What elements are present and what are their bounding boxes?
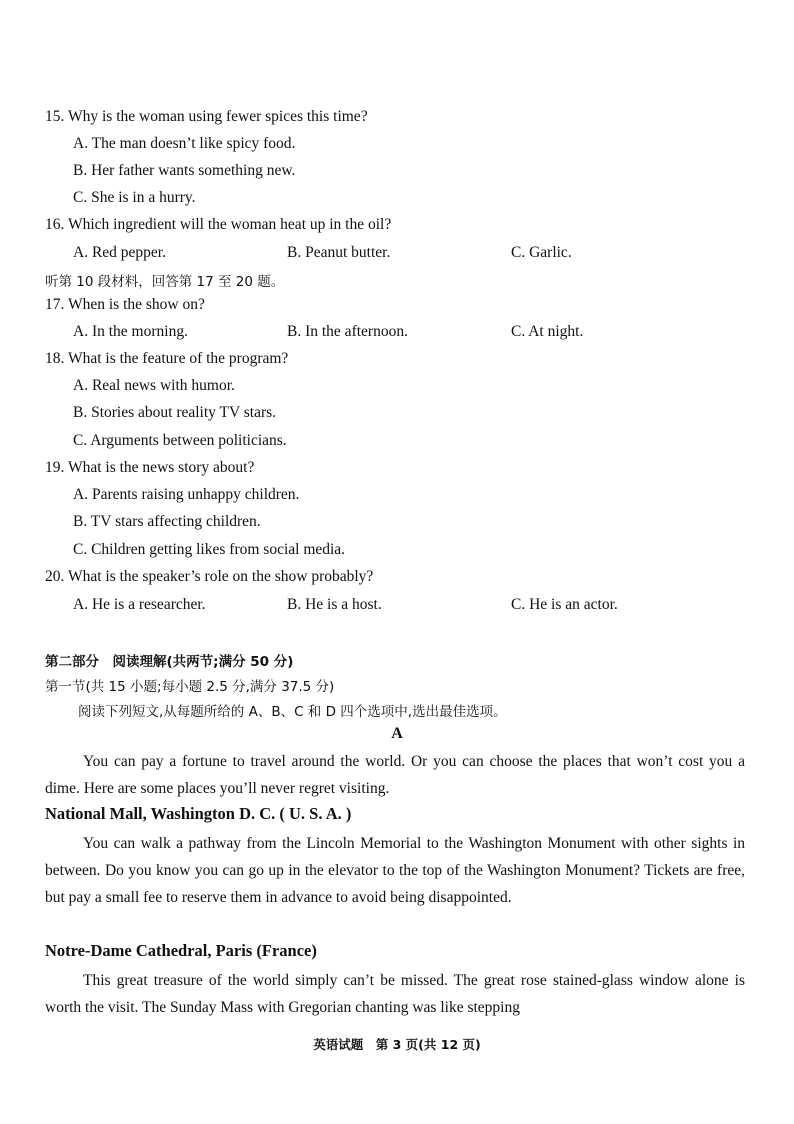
passage-heading-national-mall: National Mall, Washington D. C. ( U. S. A. ) — [45, 804, 352, 823]
question-20-stem: 20. What is the speaker’s role on the show probably? — [45, 568, 374, 585]
reading-part-title: 第二部分 阅读理解(共两节;满分 50 分) — [45, 654, 294, 670]
question-15-option-c: C. She is in a hurry. — [73, 189, 196, 206]
question-18-option-a: A. Real news with humor. — [73, 377, 235, 394]
question-17-option-c: C. At night. — [511, 323, 584, 340]
passage-paragraph-notre-dame — [45, 967, 745, 1021]
page-footer: 英语试题 第 3 页(共 12 页) — [313, 1037, 481, 1052]
passage-paragraph-national-mall — [45, 830, 745, 912]
question-15-stem: 15. Why is the woman using fewer spices this time? — [45, 108, 368, 125]
passage-heading-notre-dame: Notre-Dame Cathedral, Paris (France) — [45, 941, 317, 960]
question-16-option-b: B. Peanut butter. — [287, 244, 391, 261]
passage-paragraph-notre-dame-text: This great treasure of the world simply can’t be missed. The great rose stained-glass window alone is worth the visit. The Sunday Mass with Gregorian chanting was like stepping — [45, 972, 745, 1017]
question-15-option-b: B. Her father wants something new. — [73, 162, 296, 179]
question-19-option-b: B. TV stars affecting children. — [73, 513, 261, 530]
question-16-stem: 16. Which ingredient will the woman heat up in the oil? — [45, 216, 392, 233]
passage-intro-text: You can pay a fortune to travel around the world. Or you can choose the places that won’t cost you a dime. Here are some places you’ll never regret visiting. — [45, 753, 745, 798]
passage-intro — [45, 748, 745, 802]
question-17-option-b: B. In the afternoon. — [287, 323, 408, 340]
question-18-stem: 18. What is the feature of the program? — [45, 350, 289, 367]
listening-instruction: 听第 10 段材料，回答第 17 至 20 题。 — [45, 274, 285, 290]
question-19-stem: 19. What is the news story about? — [45, 459, 255, 476]
question-18-option-b: B. Stories about reality TV stars. — [73, 404, 277, 421]
reading-instruction: 阅读下列短文,从每题所给的 A、B、C 和 D 四个选项中,选出最佳选项。 — [78, 704, 507, 720]
question-20-option-a: A. He is a researcher. — [73, 596, 206, 613]
question-17-stem: 17. When is the show on? — [45, 296, 205, 313]
question-20-option-b: B. He is a host. — [287, 596, 382, 613]
question-19-option-a: A. Parents raising unhappy children. — [73, 486, 300, 503]
question-20-option-c: C. He is an actor. — [511, 596, 618, 613]
question-17-option-a: A. In the morning. — [73, 323, 188, 340]
passage-paragraph-national-mall-text: You can walk a pathway from the Lincoln Memorial to the Washington Monument with other sights in between. Do you know you can go up in the elevator to the top of the Washington Monument? Tickets are free, but pay a small fee to reserve them in advance to avoid being disappointed. — [45, 835, 745, 907]
passage-letter: A — [391, 725, 403, 742]
question-15-option-a: A. The man doesn’t like spicy food. — [73, 135, 296, 152]
question-16-option-a: A. Red pepper. — [73, 244, 166, 261]
question-19-option-c: C. Children getting likes from social media. — [73, 541, 346, 558]
question-16-option-c: C. Garlic. — [511, 244, 572, 261]
reading-section-title: 第一节(共 15 小题;每小题 2.5 分,满分 37.5 分) — [45, 679, 335, 695]
question-18-option-c: C. Arguments between politicians. — [73, 432, 287, 449]
